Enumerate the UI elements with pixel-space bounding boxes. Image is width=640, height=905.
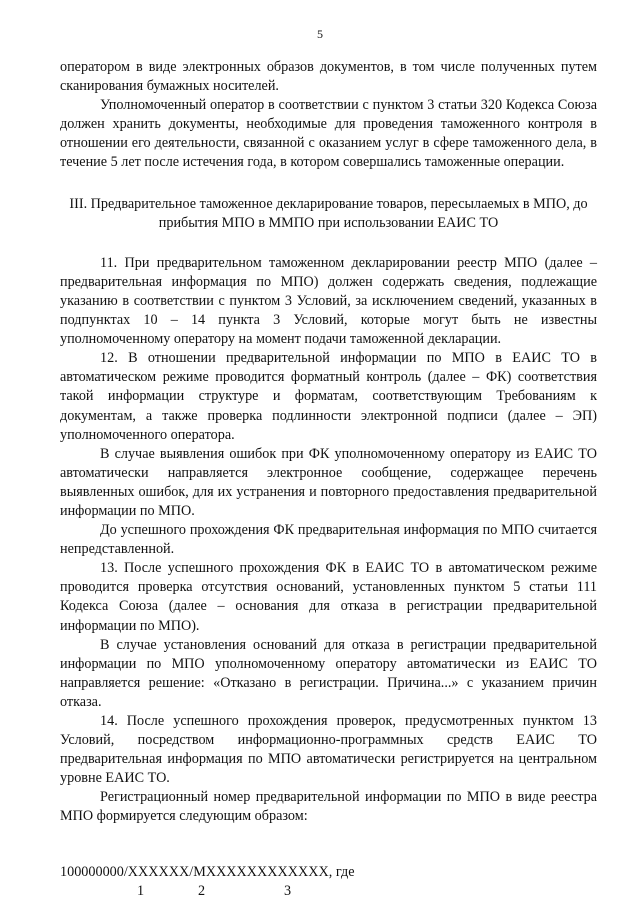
formula-label: 2: [198, 882, 206, 899]
document-body: [60, 58, 597, 902]
paragraph: 13. После успешного прохождения ФК в ЕАИС ТО в автоматическом режиме проводится проверка отсутствия оснований, установленных пунктом 5 статьи 111 Кодекса Союза (далее – основания для отказа в регистрации предварительной информации по МПО).: [60, 560, 597, 634]
paragraph: В случае установления оснований для отказа в регистрации предварительной информации по МПО уполномоченному оператору автоматически из ЕАИС ТО направляется решение: «Отказано в регистрации. Причина...» с указанием причин отказа.: [60, 636, 597, 710]
paragraph: Регистрационный номер предварительной информации по МПО в виде реестра МПО формируется следующим образом:: [60, 789, 597, 825]
formula-part-labels: [60, 882, 597, 902]
paragraph: 12. В отношении предварительной информации по МПО в ЕАИС ТО в автоматическом режиме проводится форматный контроль (далее – ФК) соответствия такой информации структуре и форматам, соответствующим Требованиям к документам, а также проверка подлинности электронной подписи (далее – ЭП) уполномоченного оператора.: [60, 350, 597, 443]
section-heading: III. Предварительное таможенное декларирование товаров, пересылаемых в МПО, до прибытия МПО в ММПО при использовании ЕАИС ТО: [69, 195, 588, 231]
paragraph: Уполномоченный оператор в соответствии с пунктом 3 статьи 320 Кодекса Союза должен хранить документы, необходимые для проведения таможенного контроля в отношении его деятельности, связанной с оказанием услуг в сфере таможенного дела, в течение 5 лет после истечения года, в котором совершались таможенные операции.: [60, 97, 597, 171]
formula-label: 3: [284, 882, 292, 899]
paragraph: В случае выявления ошибок при ФК уполномоченному оператору из ЕАИС ТО автоматически направляется электронное сообщение, содержащее перечень выявленных ошибок, для их устранения и повторного предоставления предварительной информации по МПО.: [60, 445, 597, 519]
registration-number-format: 100000000/XXXXXX/MXXXXXXXXXXXX, где: [60, 863, 355, 880]
formula-label: 1: [137, 882, 145, 899]
page-number: 5: [317, 27, 323, 41]
paragraph: 14. После успешного прохождения проверок, предусмотренных пунктом 13 Условий, посредством информационно-программных средств ЕАИС ТО предварительная информация по МПО автоматически регистрируется на центральном уровне ЕАИС ТО.: [60, 713, 597, 787]
paragraph: До успешного прохождения ФК предварительная информация по МПО считается непредставленной.: [60, 522, 597, 558]
paragraph: оператором в виде электронных образов документов, в том числе полученных путем сканирования бумажных носителей.: [60, 59, 597, 95]
paragraph: 11. При предварительном таможенном декларировании реестр МПО (далее – предварительная информация по МПО) должен содержать сведения, подлежащие указанию в соответствии с пунктом 3 Условий, за исключением сведений, указанных в подпунктах 10 – 14 пункта 3 Условий, которые могут быть не известны уполномоченному оператору на момент подачи таможенной декларации.: [60, 254, 597, 348]
